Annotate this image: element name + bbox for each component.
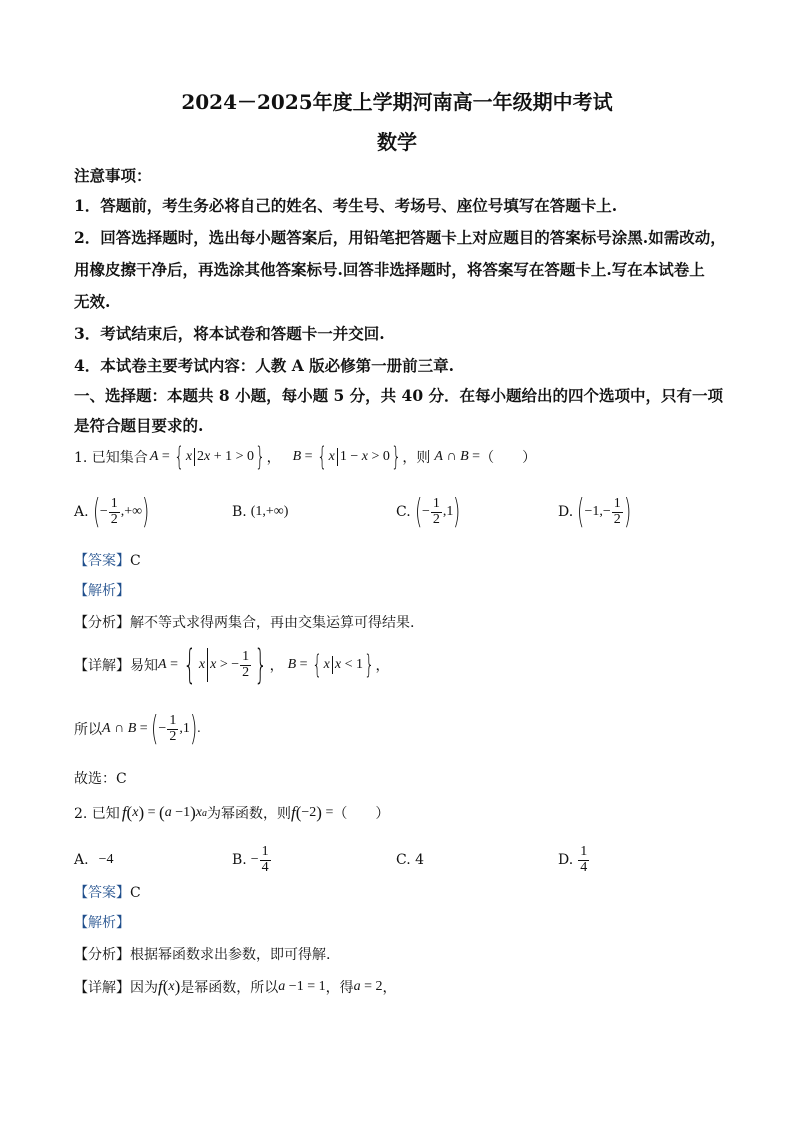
question-1-option-c[interactable]: C. ( − $\frac{1}{2}$ ,1 ) — [396, 492, 461, 532]
question-2-analysis-label: 【解析】 — [74, 915, 130, 931]
punct: ， — [266, 450, 281, 466]
question-2-xiangjie: 【详解】 因为 f ( x ) 是幂函数，所以 a −1 = 1 ，得 a = 2 ， — [74, 977, 397, 996]
xiangjie-label: 【详解】 — [74, 980, 130, 996]
question-1-stem: 1. 已知集合 A = { x 2 x + 1 > 0 } ， B = { x 1 − x > 0 } ，则 A ∩ B = （ ） — [74, 442, 537, 472]
note-2-line2: 用橡皮擦干净后，再选涂其他答案标号.回答非选择题时，将答案写在答题卡上.写在本试卷上 — [74, 260, 705, 279]
answer-label: 【答案】 — [74, 553, 130, 569]
fenxi-label: 【分析】 — [74, 615, 130, 631]
question-1-fenxi — [74, 612, 414, 632]
formula-set-b-solved: B — [287, 657, 297, 672]
question-1-analysis-label: 【解析】 — [74, 583, 130, 599]
note-number: 1． — [74, 196, 101, 215]
fenxi-label: 【分析】 — [74, 947, 130, 963]
option-label: D. — [558, 852, 574, 868]
note-text: 回答选择题时，选出每小题答案后，用铅笔把答题卡上对应题目的答案标号涂黑.如需改动， — [100, 228, 726, 247]
section-heading-line1: 一、选择题：本题共 8 小题，每小题 5 分，共 40 分．在每小题给出的四个选项中，只有一项 — [74, 386, 724, 405]
note-text: 答题前，考生务必将自己的姓名、考生号、考场号、座位号填写在答题卡上. — [100, 196, 618, 215]
note-2-line1 — [74, 226, 726, 248]
question-text: 为幂函数，则 — [206, 806, 291, 822]
section-heading-line2: 是符合题目要求的. — [74, 416, 204, 435]
xiangjie-label: 【详解】 — [74, 658, 130, 674]
note-4 — [74, 354, 454, 376]
answer-label: 【答案】 — [74, 885, 130, 901]
question-1-option-b[interactable]: B. (1,+∞) — [232, 504, 289, 520]
question-1-option-a[interactable]: A. ( − $\frac{1}{2}$ ,+∞ ) — [74, 492, 150, 532]
option-label: C. — [396, 504, 411, 520]
question-1-xiangjie: 【详解】 易知 A = { x x > − $\frac{1}{2}$ } ， B = { x x < 1 } ， — [74, 642, 390, 688]
answer-blank: （ ） — [333, 806, 390, 822]
fenxi-text: 解不等式求得两集合，再由交集运算可得结果. — [130, 615, 415, 631]
exam-title: 2024－2025年度上学期河南高一年级期中考试 — [181, 90, 613, 114]
note-3 — [74, 322, 385, 344]
note-text: 考试结束后，将本试卷和答题卡一并交回. — [100, 324, 385, 343]
option-label: B. — [232, 852, 247, 868]
question-2-stem: 2. 已知 f ( x ) = ( a −1 ) x a 为幂函数，则 f ( −2 ) = （ ） — [74, 803, 390, 822]
question-1-suoyi: 所以 A ∩ B = ( − $\frac{1}{2}$ ,1 ) . — [74, 709, 201, 749]
question-1-guxuan: 故选：C — [74, 771, 127, 787]
question-text: 2. 已知 — [74, 806, 120, 822]
answer-value: C — [130, 553, 141, 569]
note-number: 2． — [74, 228, 101, 247]
xiangjie-text: 因为 — [130, 980, 158, 996]
fenxi-text: 根据幂函数求出参数，即可得解. — [130, 947, 331, 963]
question-2-option-d[interactable]: D. $\frac{1}{4}$ — [558, 843, 588, 875]
option-label: B. — [232, 504, 247, 520]
answer-blank: （ ） — [480, 450, 537, 466]
formula-set-b: B — [292, 449, 302, 464]
formula-set-a: A — [149, 449, 159, 464]
note-text: 本试卷主要考试内容：人教 A 版必修第一册前三章. — [100, 356, 455, 375]
question-1-answer — [74, 550, 141, 570]
subject-title: 数学 — [377, 130, 417, 154]
question-text: 1. 已知集合 — [74, 450, 148, 466]
note-1 — [74, 194, 617, 216]
question-2-fenxi — [74, 944, 330, 964]
note-2-line3: 无效. — [74, 292, 111, 311]
option-label: A. — [74, 504, 89, 520]
notes-heading: 注意事项： — [74, 166, 152, 185]
question-2-option-a[interactable] — [74, 840, 113, 880]
formula-intersection: A — [434, 449, 443, 464]
xiangjie-text: 易知 — [130, 658, 158, 674]
option-label: D. — [558, 504, 574, 520]
xiangjie-text: ，得 — [325, 980, 354, 996]
suoyi-text: 所以 — [74, 722, 102, 738]
question-text: ，则 — [402, 450, 431, 466]
note-number: 3． — [74, 324, 101, 343]
question-2-option-c[interactable] — [396, 840, 424, 880]
formula-set-a-solved: A — [158, 657, 167, 672]
xiangjie-text: 是幂函数，所以 — [180, 980, 279, 996]
question-2-answer — [74, 882, 141, 902]
option-label: A. — [74, 852, 89, 868]
answer-value: C — [130, 885, 141, 901]
option-label: C. 4 — [396, 852, 425, 868]
question-1-option-d[interactable]: D. ( −1,− $\frac{1}{2}$ ) — [558, 492, 632, 532]
option-value: −4 — [98, 852, 114, 867]
question-2-option-b[interactable]: B. − $\frac{1}{4}$ — [232, 843, 269, 875]
note-number: 4． — [74, 356, 101, 375]
